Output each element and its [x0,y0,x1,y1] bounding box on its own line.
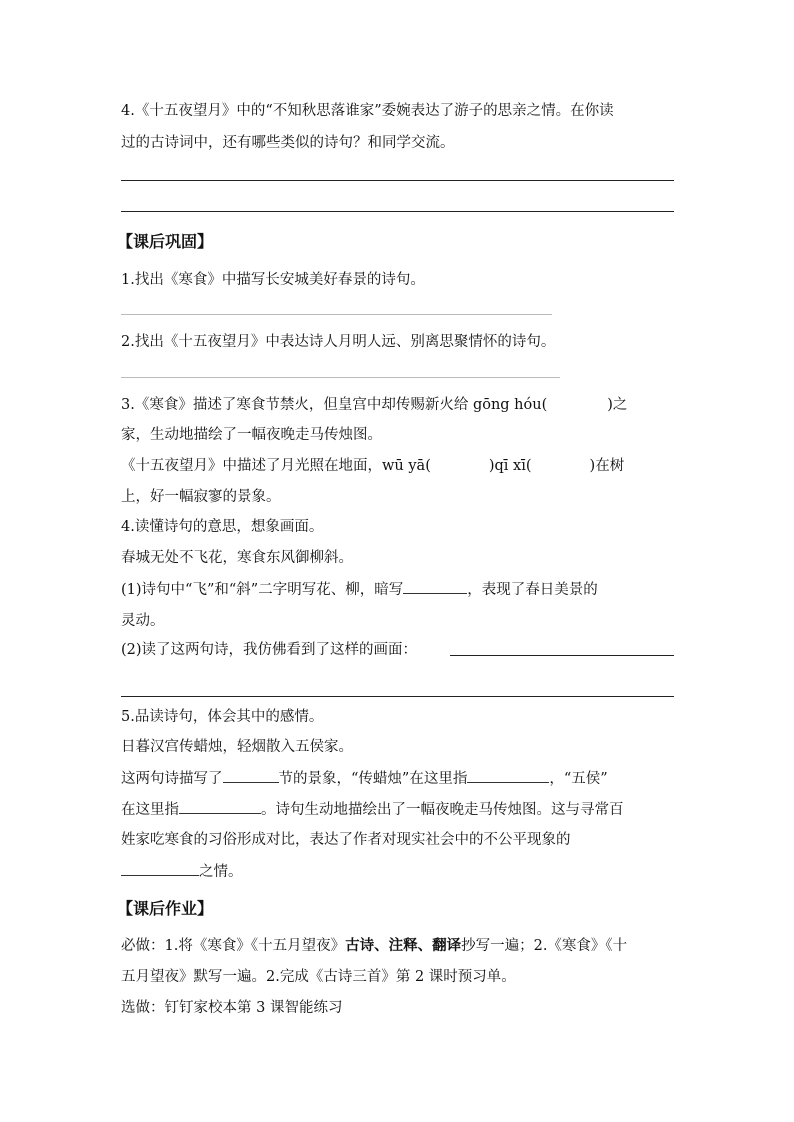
q3-text-a: 3.《寒食》描述了寒食节禁火，但皇宫中却传赐新火给 gōng hóu( [121,397,548,413]
question-4-title: 4.读懂诗句的意思，想象画面。 [121,519,324,535]
poem-line: 春城无处不飞花，寒食东风御柳斜。 [121,550,353,566]
section-heading-homework: 【课后作业】 [117,899,214,918]
q5-text-c: ，“五侯” [549,771,608,787]
answer-line [121,180,674,181]
question-3-line-2: 家，生动地描绘了一幅夜晚走马传烛图。 [121,427,382,443]
question-1: 1.找出《寒食》中描写长安城美好春景的诗句。 [121,272,425,288]
answer-line[interactable] [121,696,674,697]
question-4-sub-2: (2)读了这两句诗，我仿佛看到了这样的画面： [121,642,418,658]
q5-text-a: 这两句诗描写了 [121,771,223,787]
q4-sub1-text-b: ，表现了春日美景的 [467,582,598,598]
fill-blank[interactable] [121,861,199,876]
answer-line [121,314,552,315]
q3-text-c: 《十五夜望月》中描述了月光照在地面，wū yā( [121,458,431,474]
question-2: 2.找出《十五夜望月》中表达诗人月明人远、别离思聚情怀的诗句。 [121,334,556,350]
question-3-line-3 [121,456,624,476]
homework-optional: 选做：钉钉家校本第 3 课智能练习 [121,1000,343,1016]
question-4-sub-1 [121,579,598,600]
question-5-line-4 [121,861,243,882]
homework-bold-text: 古诗、注释、翻译 [345,937,462,954]
homework-text-b: 抄写一遍；2.《寒食》《十 [461,938,628,954]
homework-required-line-2: 五月望夜》默写一遍。2.完成《古诗三首》第 2 课时预习单。 [121,969,516,985]
question-5-line-3: 姓家吃寒食的习俗形成对比，表达了作者对现实社会中的不公平现象的 [121,832,571,848]
fill-blank[interactable] [403,579,467,594]
homework-required-line-1 [121,936,627,956]
q3-text-d: )qī xī( [488,458,532,474]
answer-line [121,211,674,212]
q5-text-f: 之情。 [199,864,243,880]
question-5-line-1 [121,768,608,789]
q4-sub1-text-a: (1)诗句中“飞”和“斜”二字明写花、柳，暗写 [121,582,404,598]
question-4-sub-1-cont: 灵动。 [121,613,165,629]
q5-text-b: 节的景象，“传蜡烛”在这里指 [278,771,468,787]
q3-text-e: )在树 [589,458,625,474]
section-heading-consolidate: 【课后巩固】 [117,232,214,251]
fill-blank[interactable] [467,768,549,783]
q4-line-2: 过的古诗词中，还有哪些类似的诗句？和同学交流。 [121,135,455,151]
question-5-line-2 [121,799,624,820]
answer-line[interactable] [450,655,674,656]
question-5-title: 5.品读诗句，体会其中的感情。 [121,709,324,725]
q3-text-b: )之 [607,397,628,413]
poem-line: 日暮汉宫传蜡烛，轻烟散入五侯家。 [121,739,353,755]
fill-blank[interactable] [179,799,261,814]
q5-text-e: 。诗句生动地描绘出了一幅夜晚走马传烛图。这与寻常百 [261,802,624,818]
q4-line-1: 4.《十五夜望月》中的“不知秋思落谁家”委婉表达了游子的思亲之情。在你读 [121,103,614,119]
q5-text-d: 在这里指 [121,802,179,818]
question-3-line-4: 上，好一幅寂寥的景象。 [121,489,281,505]
question-3-line-1 [121,395,627,415]
fill-blank[interactable] [223,768,279,783]
answer-line [121,377,560,378]
homework-text-a: 必做：1.将《寒食》《十五月望夜》 [121,938,346,954]
